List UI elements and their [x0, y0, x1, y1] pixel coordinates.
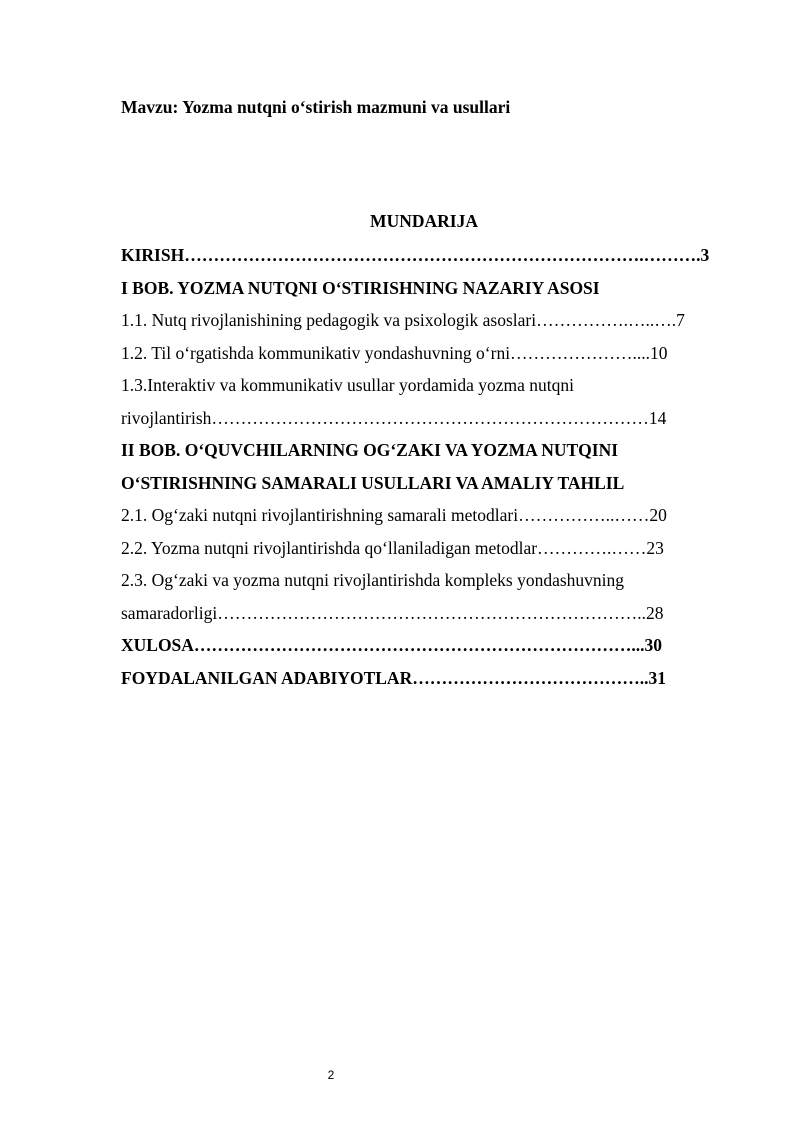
toc-line-conclusion: XULOSA…………………………………………………………………...30	[121, 635, 663, 655]
toc-line-section-2-1: 2.1. Og‘zaki nutqni rivojlantirishning samarali metodlari……………..……20	[121, 505, 667, 525]
table-of-contents	[121, 243, 721, 698]
page-number: 2	[327, 1068, 335, 1082]
toc-line-section-1-1: 1.1. Nutq rivojlanishining pedagogik va psixologik asoslari…………….…..….7	[121, 310, 685, 330]
toc-title: MUNDARIJA	[370, 211, 478, 231]
toc-line-chapter-1: I BOB. YOZMA NUTQNI O‘STIRISHNING NAZARIY ASOSI	[121, 277, 600, 298]
toc-line-introduction: KIRISH…………………………………………………………………….……….3	[121, 245, 710, 265]
toc-line-section-2-3-continued: samaradorligi………………………………………………………………..28	[121, 602, 664, 623]
toc-line-chapter-2-continued: O‘STIRISHNING SAMARALI USULLARI VA AMALIY TAHLIL	[121, 472, 625, 493]
toc-line-section-2-3: 2.3. Og‘zaki va yozma nutqni rivojlantirishda kompleks yondashuvning	[121, 570, 625, 590]
toc-line-section-1-2: 1.2. Til o‘rgatishda kommunikativ yondashuvning o‘rni…………………....10	[121, 342, 668, 363]
toc-line-references: FOYDALANILGAN ADABIYOTLAR…………………………………..31	[121, 667, 666, 688]
toc-line-section-1-3-continued: rivojlantirish…………………………………………………………………14	[121, 407, 667, 428]
toc-line-chapter-2: II BOB. O‘QUVCHILARNING OG‘ZAKI VA YOZMA NUTQINI	[121, 440, 619, 460]
toc-line-section-2-2: 2.2. Yozma nutqni rivojlantirishda qo‘llaniladigan metodlar………….……23	[121, 537, 664, 558]
toc-line-section-1-3: 1.3.Interaktiv va kommunikativ usullar yordamida yozma nutqni	[121, 375, 574, 395]
topic-heading: Mavzu: Yozma nutqni o‘stirish mazmuni va usullari	[121, 97, 511, 117]
